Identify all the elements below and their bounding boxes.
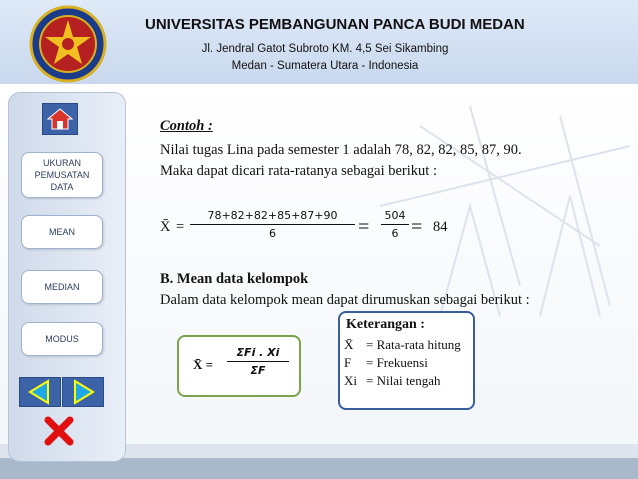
- nav-label-line: DATA: [50, 182, 74, 192]
- example-heading: Contoh :: [160, 118, 213, 134]
- arrow-right-icon: [63, 378, 103, 406]
- home-icon: [47, 107, 73, 131]
- ratio-fraction: [381, 209, 409, 240]
- formula-fraction: [227, 346, 289, 377]
- nav-median[interactable]: [21, 270, 103, 304]
- example-line-2: Maka dapat dicari rata-ratanya sebagai berikut :: [160, 163, 437, 179]
- formula-numerator: ΣFi . Xi: [227, 346, 289, 362]
- ratio-denominator: 6: [391, 227, 399, 240]
- address-line-2: Medan - Sumatera Utara - Indonesia: [231, 60, 419, 72]
- nav-ukuran-pemusatan-data[interactable]: [21, 152, 103, 198]
- close-icon[interactable]: [43, 415, 75, 447]
- sum-denominator: 6: [269, 227, 276, 240]
- xbar-symbol: X̄: [160, 219, 171, 235]
- equals-sign: =: [411, 216, 423, 238]
- legend-title: Keterangan :: [346, 317, 425, 332]
- ratio-numerator: 504: [381, 209, 409, 225]
- formula-lhs: X̄ =: [193, 357, 214, 372]
- legend-symbol: F: [344, 355, 352, 370]
- legend-symbol: X̄: [344, 337, 354, 352]
- formula-denominator: ΣF: [250, 364, 266, 377]
- sum-fraction: [190, 209, 355, 240]
- nav-modus[interactable]: [21, 322, 103, 356]
- section-description: Dalam data kelompok mean dapat dirumuskan sebagai berikut :: [160, 292, 530, 308]
- next-button[interactable]: [62, 377, 104, 407]
- legend-description: = Rata-rata hitung: [366, 337, 461, 352]
- previous-button[interactable]: [19, 377, 61, 407]
- page-header: [0, 0, 638, 86]
- formula-box: [177, 335, 301, 397]
- university-title: UNIVERSITAS PEMBANGUNAN PANCA BUDI MEDAN: [145, 16, 525, 33]
- example-line-1: Nilai tugas Lina pada semester 1 adalah 78, 82, 82, 85, 87, 90.: [160, 142, 522, 158]
- sum-numerator: 78+82+82+85+87+90: [190, 209, 355, 225]
- arrow-left-icon: [20, 378, 60, 406]
- legend-description: = Frekuensi: [366, 355, 428, 370]
- section-heading: B. Mean data kelompok: [160, 271, 309, 287]
- home-button[interactable]: [42, 103, 78, 135]
- nav-label: MEDIAN: [44, 282, 80, 292]
- legend-box: [338, 311, 475, 410]
- legend-description: = Nilai tengah: [366, 373, 441, 388]
- university-logo: [28, 4, 108, 84]
- legend-symbol: Xi: [344, 373, 357, 388]
- result-value: 84: [433, 219, 448, 235]
- nav-label: MEAN: [48, 227, 75, 237]
- nav-label-line: UKURAN: [42, 158, 81, 168]
- equals-sign: =: [176, 219, 185, 235]
- nav-mean[interactable]: [21, 215, 103, 249]
- equals-sign: =: [358, 216, 370, 238]
- address-line-1: Jl. Jendral Gatot Subroto KM. 4,5 Sei Sikambing: [201, 43, 449, 55]
- nav-label: MODUS: [45, 334, 79, 344]
- nav-label-line: PEMUSATAN: [34, 170, 90, 180]
